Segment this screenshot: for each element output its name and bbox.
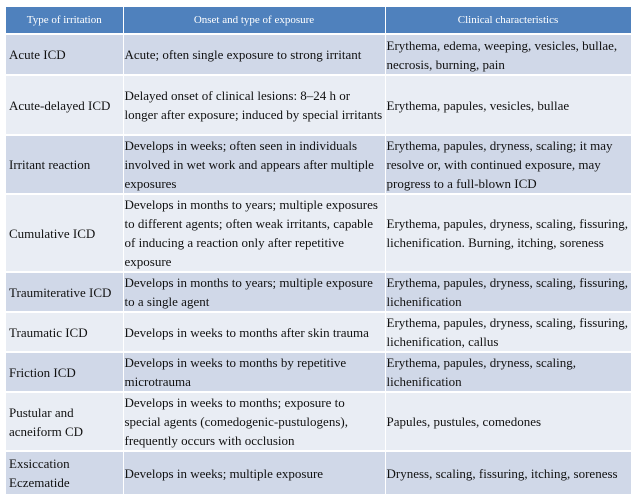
cell-type: Pustular and acneiform CD	[6, 392, 123, 451]
table-row	[6, 352, 631, 392]
cell-onset: Develops in weeks; multiple exposure	[123, 451, 385, 495]
cell-type: Traumatic ICD	[6, 312, 123, 352]
cell-onset: Develops in weeks to months by repetitive microtrauma	[123, 352, 385, 392]
cell-type: Exsiccation Eczematide	[6, 451, 123, 495]
cell-type: Cumulative ICD	[6, 194, 123, 272]
table-row	[6, 75, 631, 135]
cell-onset: Develops in months to years; multiple exposure to a single agent	[123, 272, 385, 312]
header-row	[6, 7, 631, 34]
cell-type: Friction ICD	[6, 352, 123, 392]
cell-clinical: Erythema, edema, weeping, vesicles, bullae, necrosis, burning, pain	[385, 34, 631, 75]
cell-clinical: Erythema, papules, dryness, scaling; it may resolve or, with continued exposure, may progress to a full-blown ICD	[385, 135, 631, 194]
table-row	[6, 272, 631, 312]
cell-clinical: Erythema, papules, dryness, scaling, fissuring, lichenification	[385, 272, 631, 312]
cell-clinical: Erythema, papules, vesicles, bullae	[385, 75, 631, 135]
cell-clinical: Erythema, papules, dryness, scaling, lichenification	[385, 352, 631, 392]
table-row	[6, 135, 631, 194]
cell-clinical: Erythema, papules, dryness, scaling, fissuring, lichenification, callus	[385, 312, 631, 352]
cell-onset: Delayed onset of clinical lesions: 8–24 h or longer after exposure; induced by special irritants	[123, 75, 385, 135]
header-onset: Onset and type of exposure	[123, 7, 385, 34]
cell-clinical: Dryness, scaling, fissuring, itching, soreness	[385, 451, 631, 495]
cell-clinical: Erythema, papules, dryness, scaling, fissuring, lichenification. Burning, itching, soreness	[385, 194, 631, 272]
table-row	[6, 34, 631, 75]
table-row	[6, 312, 631, 352]
header-clinical: Clinical characteristics	[385, 7, 631, 34]
cell-type: Traumiterative ICD	[6, 272, 123, 312]
cell-type: Acute ICD	[6, 34, 123, 75]
table-row	[6, 451, 631, 495]
cell-onset: Develops in weeks to months; exposure to special agents (comedogenic-pustulogens), frequently occurs with occlusion	[123, 392, 385, 451]
cell-onset: Develops in weeks to months after skin trauma	[123, 312, 385, 352]
table-row	[6, 194, 631, 272]
table-row	[6, 392, 631, 451]
cell-type: Irritant reaction	[6, 135, 123, 194]
cell-onset: Develops in months to years; multiple exposures to different agents; often weak irritants, capable of inducing a reaction only after repetitive exposure	[123, 194, 385, 272]
cell-clinical: Papules, pustules, comedones	[385, 392, 631, 451]
cell-onset: Acute; often single exposure to strong irritant	[123, 34, 385, 75]
cell-onset: Develops in weeks; often seen in individuals involved in wet work and appears after multiple exposures	[123, 135, 385, 194]
cell-type: Acute-delayed ICD	[6, 75, 123, 135]
irritation-table	[6, 7, 632, 496]
header-type: Type of irritation	[6, 7, 123, 34]
